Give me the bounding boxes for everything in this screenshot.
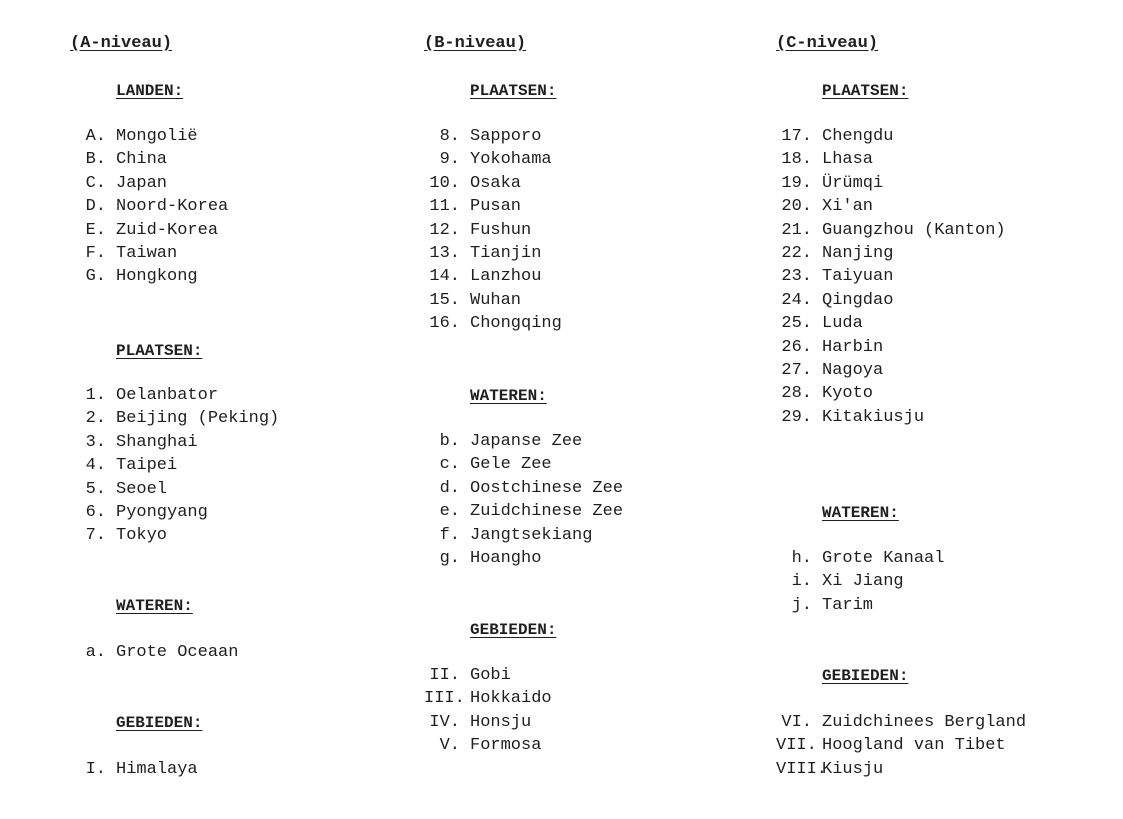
item-name: Kiusju: [822, 759, 884, 779]
list-item: [776, 150, 873, 170]
item-name: Yokohama: [470, 150, 552, 170]
item-marker: 22.: [781, 244, 812, 263]
item-name: Pusan: [470, 197, 522, 217]
item-marker: 19.: [781, 173, 812, 193]
list-item: [776, 127, 893, 147]
item-marker: E.: [85, 220, 106, 240]
item-marker: B.: [85, 150, 106, 170]
list-item: [776, 267, 893, 287]
list-item: [424, 549, 541, 569]
item-name: Gele Zee: [470, 455, 552, 475]
item-name: Himalaya: [116, 760, 198, 779]
item-marker: 7.: [85, 526, 106, 546]
level-title-c: (C-niveau): [776, 34, 879, 53]
item-name: Ürümqi: [822, 173, 884, 193]
list-item: [424, 713, 531, 733]
item-marker: 28.: [781, 384, 812, 404]
level-title-a: (A-niveau): [70, 34, 173, 53]
item-name: Japan: [116, 173, 168, 193]
list-item: [424, 455, 552, 475]
item-marker: A.: [85, 127, 106, 146]
item-name: Zuidchinees Bergland: [822, 713, 1027, 732]
item-name: Harbin: [822, 337, 884, 357]
item-name: Zuidchinese Zee: [470, 502, 624, 522]
list-item: [424, 267, 541, 287]
heading-plaatsen-a: PLAATSEN:: [116, 342, 203, 360]
item-name: Wuhan: [470, 290, 522, 310]
item-marker: 21.: [781, 220, 812, 240]
item-marker: VIII.: [776, 759, 828, 779]
list-item: [424, 314, 562, 334]
item-name: Tianjin: [470, 244, 542, 263]
list-item: [776, 736, 1006, 756]
list-item: [776, 197, 873, 217]
item-marker: 11.: [429, 197, 460, 217]
item-marker: 24.: [781, 290, 812, 310]
item-marker: 9.: [439, 150, 460, 170]
item-marker: 8.: [439, 127, 460, 146]
heading-landen: LANDEN:: [116, 82, 184, 100]
heading-gebieden-a: GEBIEDEN:: [116, 714, 203, 732]
list-item: [424, 526, 592, 546]
item-marker: D.: [85, 197, 106, 217]
list-item: [776, 760, 883, 780]
item-name: Chongqing: [470, 314, 562, 334]
item-marker: IV.: [429, 712, 460, 732]
item-marker: 29.: [781, 407, 812, 427]
item-name: Grote Oceaan: [116, 643, 239, 662]
item-name: Chengdu: [822, 127, 894, 146]
item-name: Jangtsekiang: [470, 525, 593, 545]
list-item: [424, 150, 552, 170]
item-marker: 25.: [781, 314, 812, 334]
list-item: [424, 197, 521, 217]
level-title-b: (B-niveau): [424, 34, 527, 53]
item-name: Oelanbator: [116, 386, 219, 405]
list-item: [70, 221, 218, 241]
item-marker: d.: [439, 478, 460, 498]
item-name: Lhasa: [822, 150, 874, 170]
heading-gebieden-c: GEBIEDEN:: [822, 667, 909, 685]
item-marker: 10.: [429, 173, 460, 193]
item-name: Sapporo: [470, 127, 542, 146]
list-item: [70, 643, 238, 663]
item-name: Kyoto: [822, 384, 874, 404]
item-marker: 27.: [781, 361, 812, 380]
list-item: [70, 244, 177, 264]
item-name: Xi'an: [822, 197, 874, 217]
list-item: [70, 433, 198, 453]
item-name: Taipei: [116, 456, 178, 476]
item-name: Japanse Zee: [470, 432, 583, 451]
list-item: [424, 479, 623, 499]
item-name: China: [116, 150, 168, 170]
list-item: [776, 291, 893, 311]
list-item: [70, 409, 279, 429]
item-name: Shanghai: [116, 432, 198, 452]
item-marker: VI.: [781, 713, 812, 732]
item-name: Qingdao: [822, 290, 894, 310]
item-marker: I.: [85, 760, 106, 779]
list-item: [70, 197, 228, 217]
list-item: [776, 596, 873, 616]
item-name: Nanjing: [822, 244, 894, 263]
heading-wateren-b: WATEREN:: [470, 387, 547, 405]
list-item: [424, 432, 582, 452]
item-marker: C.: [85, 173, 106, 193]
item-name: Gobi: [470, 666, 511, 685]
list-item: [70, 127, 198, 147]
list-item: [424, 174, 521, 194]
list-item: [70, 267, 198, 287]
item-name: Hongkong: [116, 267, 198, 287]
heading-wateren-a: WATEREN:: [116, 597, 193, 615]
item-marker: 13.: [429, 244, 460, 263]
list-item: [424, 127, 541, 147]
item-marker: 4.: [85, 456, 106, 476]
item-name: Formosa: [470, 736, 542, 756]
item-marker: 20.: [781, 197, 812, 217]
list-item: [776, 338, 883, 358]
item-name: Honsju: [470, 712, 532, 732]
item-marker: G.: [85, 267, 106, 287]
item-name: Tokyo: [116, 526, 168, 546]
list-item: [70, 503, 208, 523]
item-marker: 6.: [85, 503, 106, 522]
item-marker: f.: [439, 525, 460, 545]
item-marker: VII.: [776, 736, 817, 756]
heading-plaatsen-c: PLAATSEN:: [822, 82, 909, 100]
item-marker: b.: [439, 432, 460, 451]
item-name: Kitakiusju: [822, 407, 925, 427]
item-name: Hoangho: [470, 549, 542, 568]
item-marker: a.: [85, 643, 106, 662]
list-item: [424, 689, 552, 709]
list-item: [424, 502, 623, 522]
item-marker: III.: [424, 689, 465, 709]
item-marker: j.: [791, 595, 812, 615]
list-item: [776, 244, 893, 264]
list-item: [70, 526, 167, 546]
list-item: [776, 408, 924, 428]
list-item: [776, 549, 944, 569]
item-marker: 17.: [781, 127, 812, 146]
list-item: [424, 244, 541, 264]
item-marker: c.: [439, 455, 460, 475]
list-item: [424, 736, 541, 756]
heading-plaatsen-b: PLAATSEN:: [470, 82, 557, 100]
item-name: Hoogland van Tibet: [822, 736, 1006, 756]
item-marker: 26.: [781, 337, 812, 357]
item-name: Taiyuan: [822, 267, 894, 287]
item-marker: g.: [439, 549, 460, 568]
item-marker: 1.: [85, 386, 106, 405]
item-name: Osaka: [470, 173, 522, 193]
item-name: Seoel: [116, 479, 168, 499]
item-name: Nagoya: [822, 361, 884, 380]
item-marker: i.: [791, 572, 812, 592]
item-marker: V.: [439, 736, 460, 756]
item-name: Beijing (Peking): [116, 409, 280, 429]
list-item: [776, 361, 883, 381]
item-marker: e.: [439, 502, 460, 522]
item-marker: 23.: [781, 267, 812, 287]
list-item: [424, 221, 531, 241]
item-marker: F.: [85, 244, 106, 263]
item-name: Zuid-Korea: [116, 220, 219, 240]
list-item: [70, 760, 198, 780]
list-item: [70, 386, 218, 406]
item-name: Guangzhou (Kanton): [822, 220, 1006, 240]
item-marker: 2.: [85, 409, 106, 429]
item-name: Taiwan: [116, 244, 178, 263]
item-name: Noord-Korea: [116, 197, 229, 217]
item-marker: 16.: [429, 314, 460, 334]
item-name: Oostchinese Zee: [470, 478, 624, 498]
list-item: [70, 480, 167, 500]
item-marker: 3.: [85, 432, 106, 452]
item-marker: h.: [791, 549, 812, 568]
item-name: Fushun: [470, 220, 532, 240]
list-item: [776, 314, 863, 334]
list-item: [776, 384, 873, 404]
list-item: [70, 150, 167, 170]
list-item: [70, 456, 177, 476]
item-name: Grote Kanaal: [822, 549, 945, 568]
list-item: [776, 221, 1006, 241]
list-item: [776, 713, 1026, 733]
item-name: Lanzhou: [470, 267, 542, 287]
item-name: Luda: [822, 314, 863, 334]
item-name: Pyongyang: [116, 503, 208, 522]
item-name: Hokkaido: [470, 689, 552, 709]
item-marker: 12.: [429, 220, 460, 240]
list-item: [424, 666, 511, 686]
list-item: [776, 174, 883, 194]
heading-wateren-c: WATEREN:: [822, 504, 899, 522]
item-marker: 14.: [429, 267, 460, 287]
item-marker: 5.: [85, 479, 106, 499]
list-item: [70, 174, 167, 194]
list-item: [776, 572, 904, 592]
item-marker: II.: [429, 666, 460, 685]
item-name: Mongolië: [116, 127, 198, 146]
item-name: Tarim: [822, 595, 874, 615]
heading-gebieden-b: GEBIEDEN:: [470, 621, 557, 639]
item-marker: 18.: [781, 150, 812, 170]
item-name: Xi Jiang: [822, 572, 904, 592]
item-marker: 15.: [429, 290, 460, 310]
list-item: [424, 291, 521, 311]
